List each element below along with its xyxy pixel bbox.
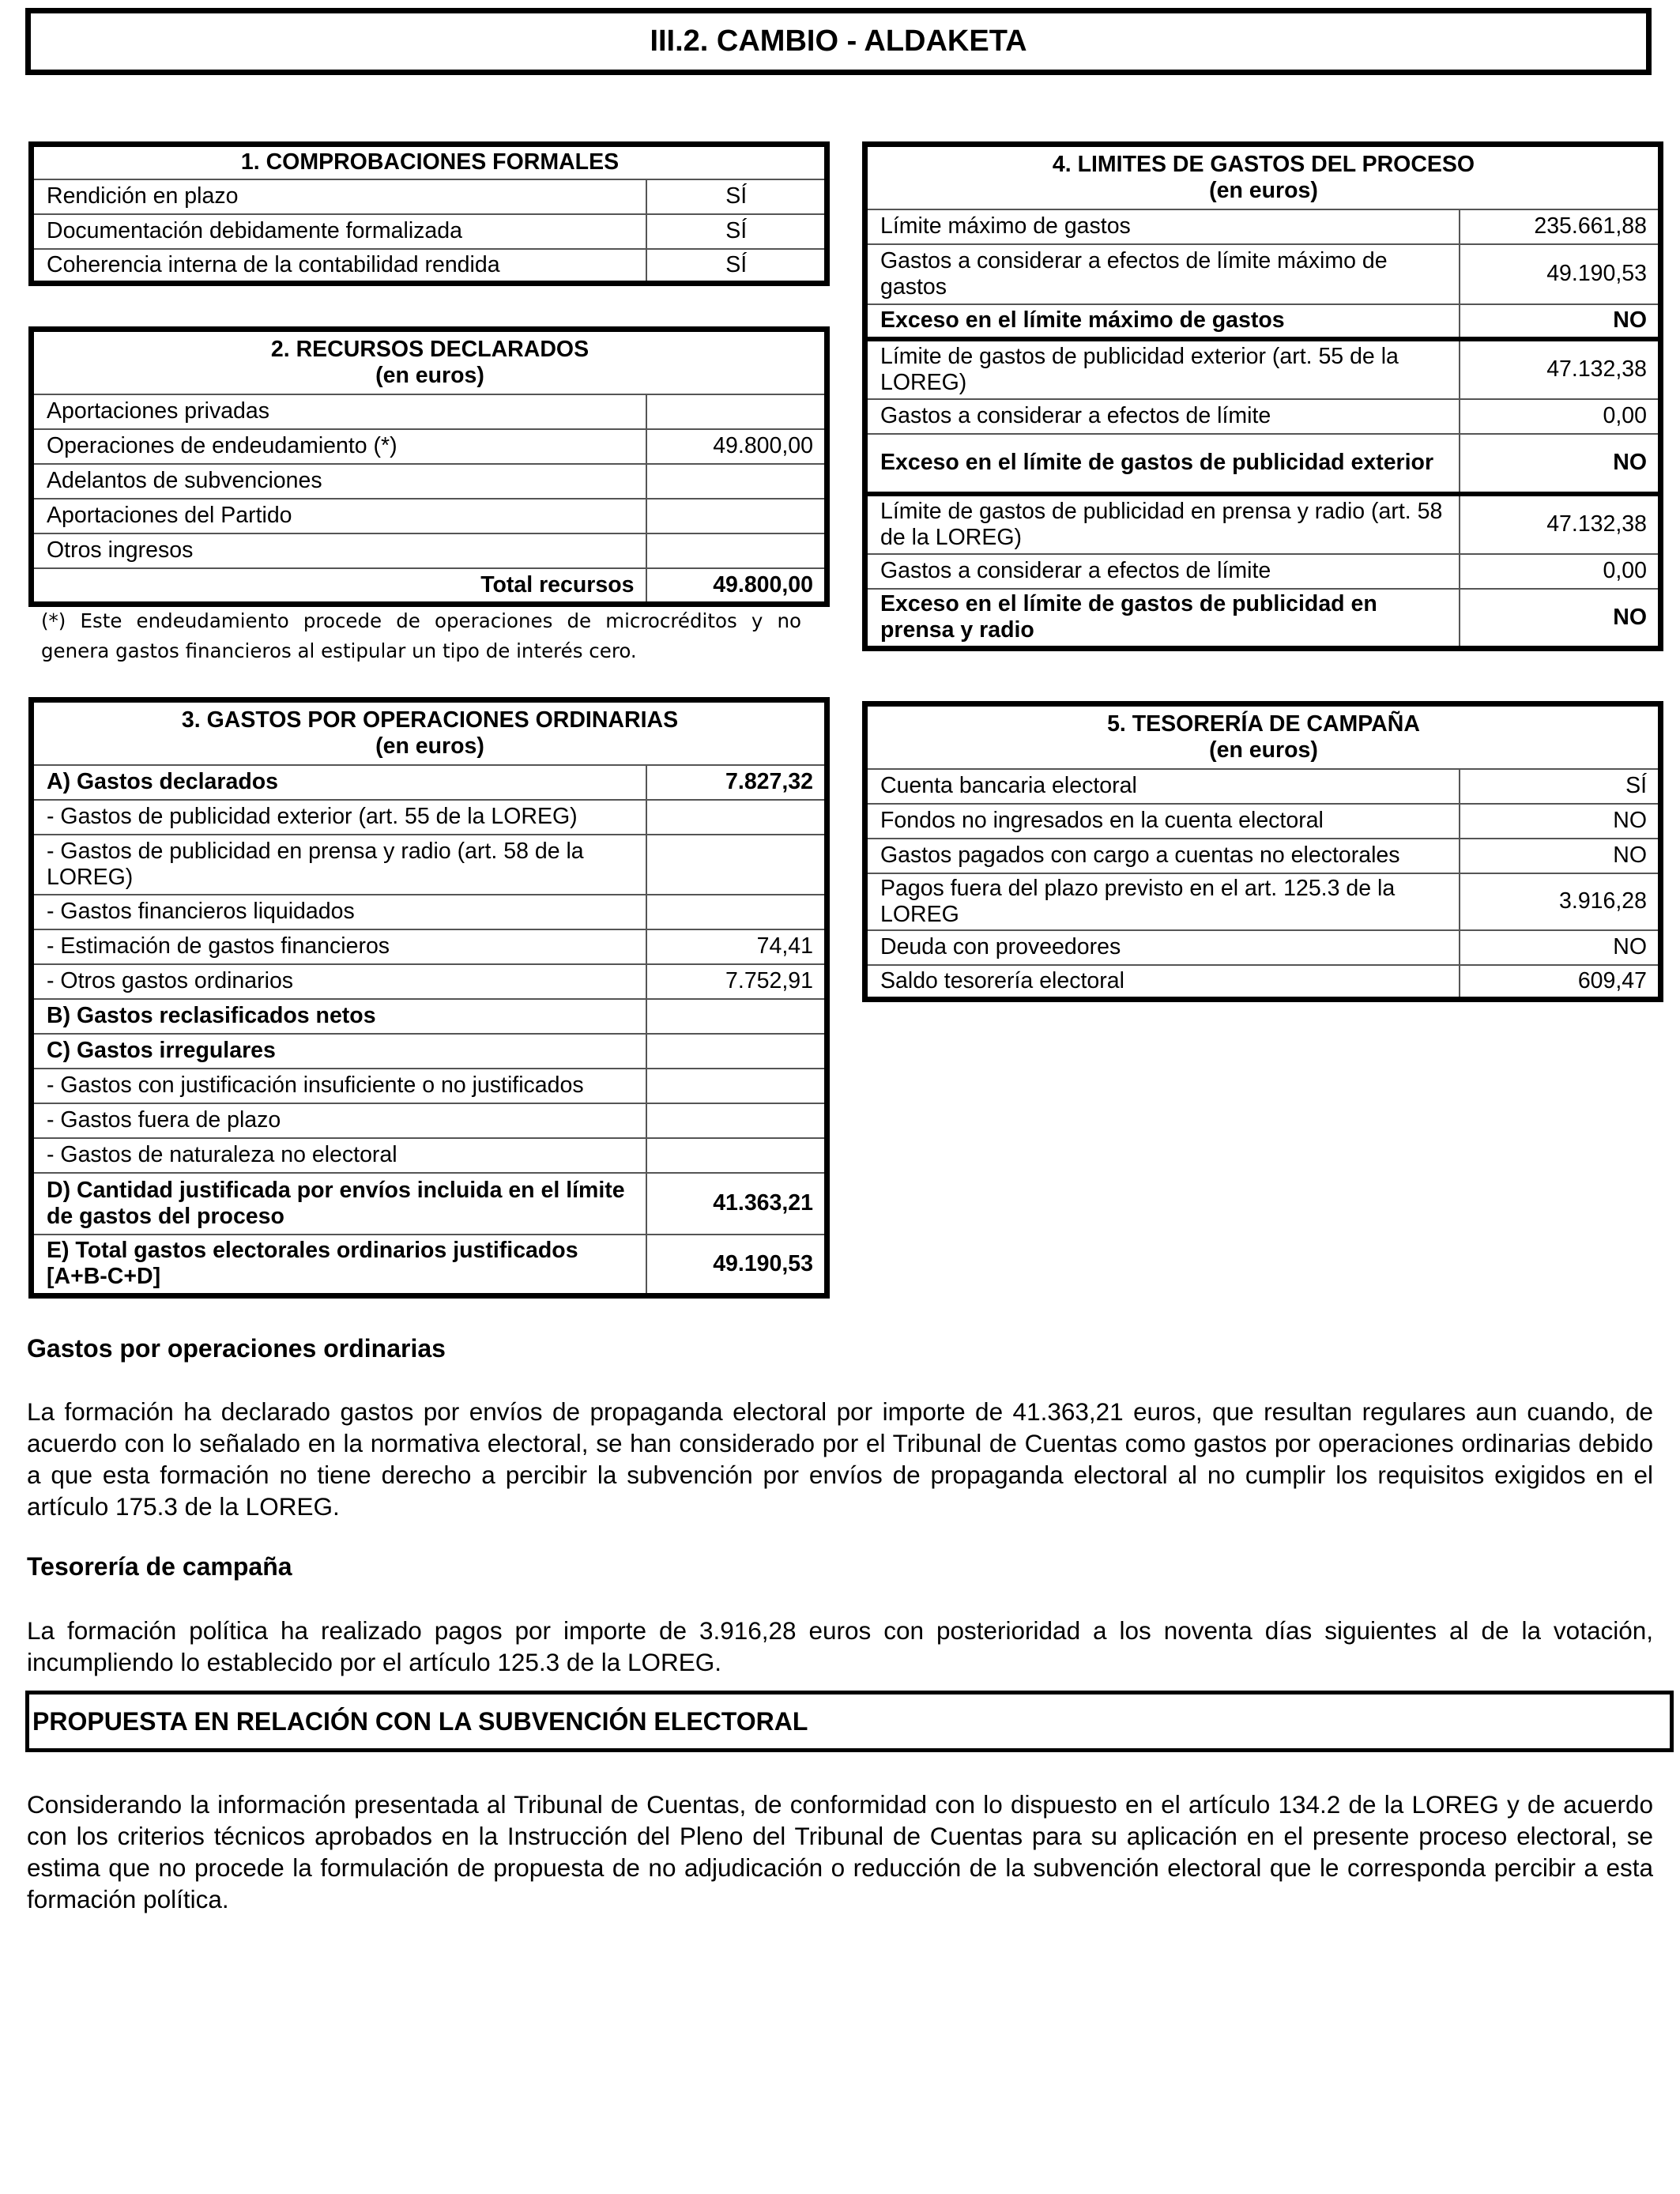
row-value: SÍ <box>646 214 827 249</box>
proposal-title: PROPUESTA EN RELACIÓN CON LA SUBVENCIÓN ELECTORAL <box>32 1706 808 1736</box>
row-value: 47.132,38 <box>1460 494 1661 554</box>
row-label: C) Gastos irregulares <box>32 1034 646 1069</box>
row-value <box>646 1069 827 1103</box>
row-value: 0,00 <box>1460 554 1661 589</box>
row-value <box>646 1103 827 1138</box>
table-header-unit: (en euros) <box>375 733 484 759</box>
row-value <box>646 1034 827 1069</box>
row-label: - Gastos de publicidad exterior (art. 55 de la LOREG) <box>32 800 646 835</box>
table-header-unit: (en euros) <box>1209 737 1318 763</box>
table-recursos-declarados <box>28 326 830 607</box>
row-value: NO <box>1460 839 1661 873</box>
row-label: Coherencia interna de la contabilidad rendida <box>32 249 646 284</box>
table-tesoreria-campana <box>862 701 1663 1002</box>
table-header <box>865 145 1661 209</box>
row-value <box>646 464 827 499</box>
row-value: 0,00 <box>1460 399 1661 434</box>
row-label: Adelantos de subvenciones <box>32 464 646 499</box>
table-header-title: 4. LIMITES DE GASTOS DEL PROCESO <box>1052 151 1475 177</box>
footnote: (*) Este endeudamiento procede de operaciones de microcréditos y no genera gastos financieros al estipular un tipo de interés cero. <box>41 609 801 662</box>
row-value: 74,41 <box>646 929 827 964</box>
row-label: Fondos no ingresados en la cuenta electoral <box>865 804 1460 839</box>
row-value: 49.800,00 <box>646 429 827 464</box>
table-header <box>32 700 827 765</box>
table-header-unit: (en euros) <box>1209 177 1318 203</box>
row-label: Gastos a considerar a efectos de límite máximo de gastos <box>865 244 1460 304</box>
row-label: Pagos fuera del plazo previsto en el art. 125.3 de la LOREG <box>865 873 1460 930</box>
row-value <box>646 394 827 429</box>
section-text-gastos: La formación ha declarado gastos por envíos de propaganda electoral por importe de 41.363,21 euros, que resultan regulares aun cuando, de acuerdo con lo señalado en la normativa electoral, se han considerado por el Tribunal de Cuentas como gastos por operaciones ordinarias debido a que esta formación no tiene derecho a percibir la subvención por envíos de propaganda electoral al no cumplir los requisitos exigidos en el artículo 175.3 de la LOREG. <box>27 1397 1653 1521</box>
total-label: Total recursos <box>32 568 646 605</box>
row-label: D) Cantidad justificada por envíos incluida en el límite de gastos del proceso <box>32 1173 646 1235</box>
row-value: 41.363,21 <box>646 1173 827 1235</box>
table-header <box>32 330 827 394</box>
row-label: Aportaciones privadas <box>32 394 646 429</box>
row-label: Límite de gastos de publicidad en prensa y radio (art. 58 de la LOREG) <box>865 494 1460 554</box>
row-label: Operaciones de endeudamiento (*) <box>32 429 646 464</box>
section-title-tesoreria: Tesorería de campaña <box>27 1552 292 1581</box>
row-value <box>646 835 827 895</box>
row-label: Límite máximo de gastos <box>865 209 1460 244</box>
row-value <box>646 533 827 568</box>
row-label: E) Total gastos electorales ordinarios justificados [A+B-C+D] <box>32 1235 646 1296</box>
row-value: 49.190,53 <box>1460 244 1661 304</box>
row-value: NO <box>1460 589 1661 649</box>
row-label: - Estimación de gastos financieros <box>32 929 646 964</box>
row-label: Límite de gastos de publicidad exterior (art. 55 de la LOREG) <box>865 339 1460 399</box>
row-label: Exceso en el límite de gastos de publicidad exterior <box>865 434 1460 494</box>
row-value: SÍ <box>1460 769 1661 804</box>
row-value: 47.132,38 <box>1460 339 1661 399</box>
row-value: 235.661,88 <box>1460 209 1661 244</box>
row-value <box>646 895 827 929</box>
row-label: Documentación debidamente formalizada <box>32 214 646 249</box>
row-value: NO <box>1460 930 1661 965</box>
row-label: Gastos a considerar a efectos de límite <box>865 399 1460 434</box>
row-label: - Otros gastos ordinarios <box>32 964 646 999</box>
page-title-box <box>25 8 1652 75</box>
row-value: NO <box>1460 304 1661 339</box>
row-label: Gastos pagados con cargo a cuentas no electorales <box>865 839 1460 873</box>
row-label: Exceso en el límite de gastos de publicidad en prensa y radio <box>865 589 1460 649</box>
row-label: - Gastos de naturaleza no electoral <box>32 1138 646 1173</box>
row-label: - Gastos de publicidad en prensa y radio (art. 58 de la LOREG) <box>32 835 646 895</box>
row-label: A) Gastos declarados <box>32 765 646 800</box>
row-value <box>646 999 827 1034</box>
proposal-title-box <box>25 1691 1674 1752</box>
page-title: III.2. CAMBIO - ALDAKETA <box>650 25 1027 58</box>
table-comprobaciones-formales <box>28 141 830 286</box>
row-value: 7.752,91 <box>646 964 827 999</box>
row-value <box>646 800 827 835</box>
row-value: 3.916,28 <box>1460 873 1661 930</box>
table-gastos-operaciones-ordinarias <box>28 697 830 1299</box>
row-value: SÍ <box>646 249 827 284</box>
row-value: 609,47 <box>1460 965 1661 1000</box>
row-value: 49.190,53 <box>646 1235 827 1296</box>
row-value <box>646 1138 827 1173</box>
row-label: Aportaciones del Partido <box>32 499 646 533</box>
section-text-tesoreria: La formación política ha realizado pagos por importe de 3.916,28 euros con posterioridad a los noventa días siguientes al de la votación, incumpliendo lo establecido por el artículo 125.3 de la LOREG. <box>27 1616 1653 1676</box>
row-label: Otros ingresos <box>32 533 646 568</box>
table-header: 1. COMPROBACIONES FORMALES <box>32 145 827 179</box>
row-value: 7.827,32 <box>646 765 827 800</box>
table-header <box>865 704 1661 769</box>
table-limites-gastos <box>862 141 1663 651</box>
row-label: Gastos a considerar a efectos de límite <box>865 554 1460 589</box>
row-label: B) Gastos reclasificados netos <box>32 999 646 1034</box>
table-header-title: 3. GASTOS POR OPERACIONES ORDINARIAS <box>181 707 679 733</box>
row-label: Rendición en plazo <box>32 179 646 214</box>
table-header-title: 2. RECURSOS DECLARADOS <box>270 336 590 362</box>
section-title-gastos: Gastos por operaciones ordinarias <box>27 1334 446 1363</box>
row-label: - Gastos financieros liquidados <box>32 895 646 929</box>
row-value <box>646 499 827 533</box>
table-header-unit: (en euros) <box>375 362 484 388</box>
row-value: NO <box>1460 434 1661 494</box>
row-label: - Gastos con justificación insuficiente o no justificados <box>32 1069 646 1103</box>
proposal-text: Considerando la información presentada al Tribunal de Cuentas, de conformidad con lo dispuesto en el artículo 134.2 de la LOREG y de acuerdo con los criterios técnicos aprobados en la Instrucción del Pleno del Tribunal de Cuentas para su aplicación en el presente proceso electoral, se estima que no procede la formulación de propuesta de no adjudicación o reducción de la subvención electoral que le corresponda percibir a esta formación política. <box>27 1790 1653 1913</box>
row-label: Exceso en el límite máximo de gastos <box>865 304 1460 339</box>
row-value: SÍ <box>646 179 827 214</box>
total-value: 49.800,00 <box>646 568 827 605</box>
row-label: Cuenta bancaria electoral <box>865 769 1460 804</box>
row-label: Deuda con proveedores <box>865 930 1460 965</box>
row-value: NO <box>1460 804 1661 839</box>
row-label: Saldo tesorería electoral <box>865 965 1460 1000</box>
row-label: - Gastos fuera de plazo <box>32 1103 646 1138</box>
table-header-title: 5. TESORERÍA DE CAMPAÑA <box>1107 711 1420 737</box>
